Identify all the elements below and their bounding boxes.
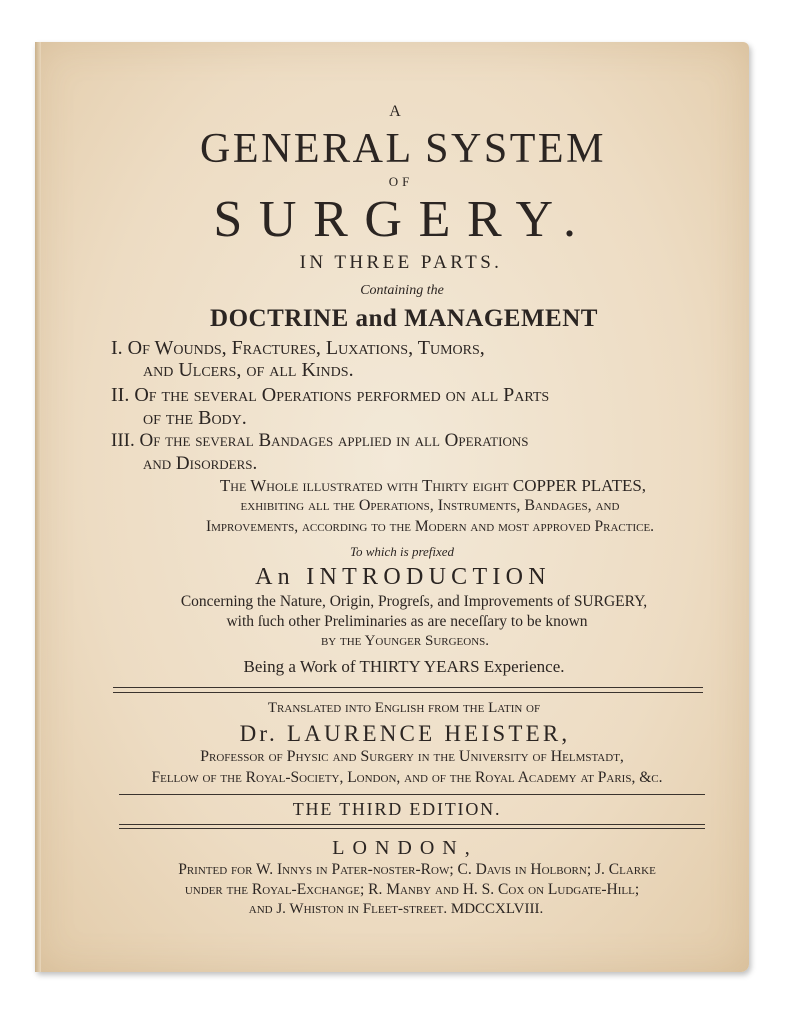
title-line-1: GENERAL SYSTEM xyxy=(200,126,606,172)
fellow-line: Fellow of the Royal-Society, London, and of the Royal Academy at Paris, &c. xyxy=(151,769,663,786)
rule-top-2 xyxy=(113,692,703,693)
concerning-1: Concerning the Nature, Origin, Progreſs, and Improvements of SURGERY, xyxy=(180,593,648,610)
imprint-2: under the Royal-Exchange; R. Manby and H. S. Cox on Ludgate-Hill; xyxy=(184,881,640,898)
concerning-3: by the Younger Surgeons. xyxy=(320,633,490,649)
imprint-1: Printed for W. Innys in Pater-noſter-Row; C. Davis in Holborn; J. Clarke xyxy=(178,861,656,878)
item-1a: I. Of Wounds, Fractures, Luxations, Tumors, xyxy=(111,337,485,359)
introduction-heading: An INTRODUCTION xyxy=(255,564,551,590)
rule-bottom xyxy=(119,824,705,825)
concerning-2: with ſuch other Preliminaries as are neceſſary to be known xyxy=(226,613,588,630)
imprint-3: and J. Whiston in Fleet-ſtreet. MDCCXLVIII. xyxy=(248,901,544,917)
rule-bottom-2 xyxy=(119,828,705,829)
title-article: A xyxy=(389,103,401,120)
item-3a: III. Of the ſeveral Bandages applied in all Operations xyxy=(111,430,529,451)
title-page-text xyxy=(35,42,749,972)
item-2a: II. Of the ſeveral Operations performed on all Parts xyxy=(111,384,550,406)
item-2b: of the Body. xyxy=(143,407,247,429)
item-3b: and Disorders. xyxy=(143,453,258,474)
experience-line: Being a Work of THIRTY YEARS Experience. xyxy=(243,657,565,676)
author-line: Dr. LAURENCE HEISTER, xyxy=(239,721,571,746)
illustrated-2: exhibiting all the Operations, Instruments, Bandages, and xyxy=(240,497,620,514)
rule-mid xyxy=(119,794,705,795)
translated-line: Tranſlated into English from the Latin of xyxy=(267,700,541,716)
item-1b: and Ulcers, of all Kinds. xyxy=(143,359,354,381)
rule-top xyxy=(113,687,703,688)
illustrated-1: The Whole illuſtrated with Thirty eight COPPER PLATES, xyxy=(219,476,647,495)
prefixed-line: To which is prefixed xyxy=(349,544,455,559)
professor-line: Profeſſor of Phyſic and Surgery in the Univerſity of Helmstadt, xyxy=(200,748,624,765)
title-main: SURGERY. xyxy=(213,191,593,248)
doctrine-line: DOCTRINE and MANAGEMENT xyxy=(210,305,598,332)
illustrated-3: Improvements, according to the Modern and moſt approved Practice. xyxy=(205,518,655,535)
city-line: LONDON, xyxy=(332,837,478,859)
title-of: OF xyxy=(388,174,414,189)
title-parts: IN THREE PARTS. xyxy=(299,252,503,273)
edition-line: THE THIRD EDITION. xyxy=(292,799,502,819)
containing-line: Containing the xyxy=(360,283,444,298)
